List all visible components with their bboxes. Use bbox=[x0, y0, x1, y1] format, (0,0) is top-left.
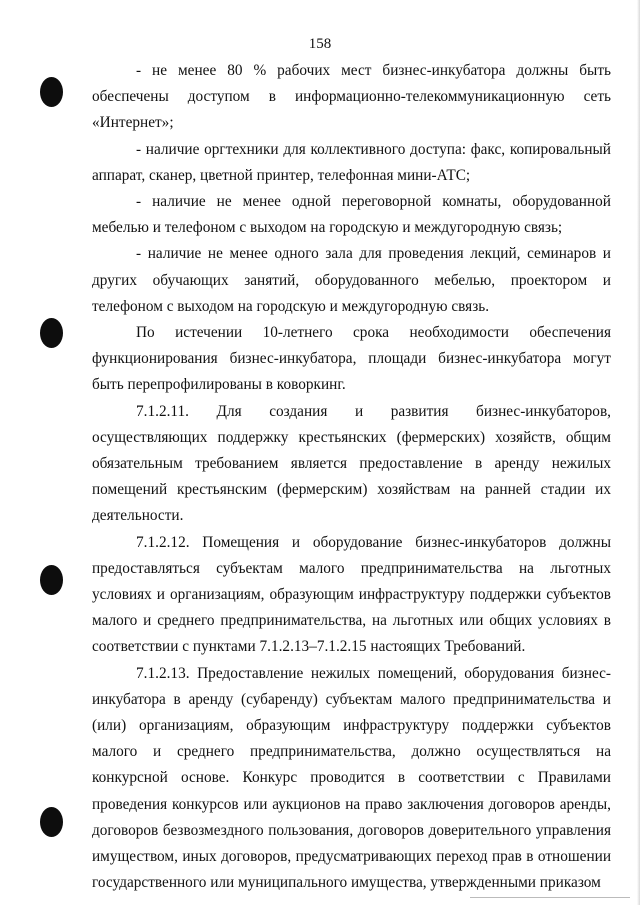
paragraph-7-1-2-12: 7.1.2.12. Помещения и оборудование бизнес-инкубаторов должны предоставляться субъектам малого предпринимательства на льготных условиях и организациям, образующим инфраструктуру поддержки субъектов малого и среднего предпринимательства, на льготных или общих условиях в соответствии с пунктами 7.1.2.13–7.1.2.15 настоящих Требований. bbox=[92, 533, 611, 656]
paragraph-internet-access: - не менее 80 % рабочих мест бизнес-инкубатора должны быть обеспечены доступом в информационно-телекоммуникационную сеть «Интернет»; bbox=[92, 62, 611, 132]
page-number: 158 bbox=[308, 36, 332, 52]
scan-artifact-line bbox=[470, 897, 630, 898]
paragraph-coworking: По истечении 10-летнего срока необходимости обеспечения функционирования бизнес-инкубатора, площади бизнес-инкубатора могут быть перепрофилированы в коворкинг. bbox=[92, 324, 611, 394]
binder-hole bbox=[40, 318, 63, 348]
paragraph-meeting-room: - наличие не менее одной переговорной комнаты, оборудованной мебелью и телефоном с выходом на городскую и междугородную связь; bbox=[92, 193, 611, 237]
binder-hole bbox=[40, 77, 63, 107]
paragraph-lecture-hall: - наличие не менее одного зала для проведения лекций, семинаров и других обучающих занятий, оборудованного мебелью, проектором и телефоном с выходом на городскую и междугородную связь. bbox=[92, 245, 611, 315]
paragraph-7-1-2-13: 7.1.2.13. Предоставление нежилых помещений, оборудования бизнес-инкубатора в аренду (субаренду) субъектам малого предпринимательства и (или) организациям, образующим инфраструктуру поддержки субъектов малого и среднего предпринимательства, должно осуществляться на конкурсной основе. Конкурс проводится в соответствии с Правилами проведения конкурсов или аукционов на право заключения договоров аренды, договоров безвозмездного пользования, договоров доверительного управления имуществом, иных договоров, предусматривающих переход прав в отношении государственного или муниципального имущества, утвержденными приказом bbox=[92, 664, 611, 892]
paragraph-office-equipment: - наличие оргтехники для коллективного доступа: факс, копировальный аппарат, сканер, цветной принтер, телефонная мини-АТС; bbox=[92, 140, 611, 184]
document-body bbox=[92, 58, 611, 897]
binder-hole bbox=[40, 565, 63, 595]
paragraph-7-1-2-11: 7.1.2.11. Для создания и развития бизнес-инкубаторов, осуществляющих поддержку крестьянских (фермерских) хозяйств, общим обязательным требованием является предоставление в аренду нежилых помещений крестьянским (фермерским) хозяйствам на ранней стадии их деятельности. bbox=[92, 402, 611, 525]
binder-hole bbox=[40, 807, 63, 837]
